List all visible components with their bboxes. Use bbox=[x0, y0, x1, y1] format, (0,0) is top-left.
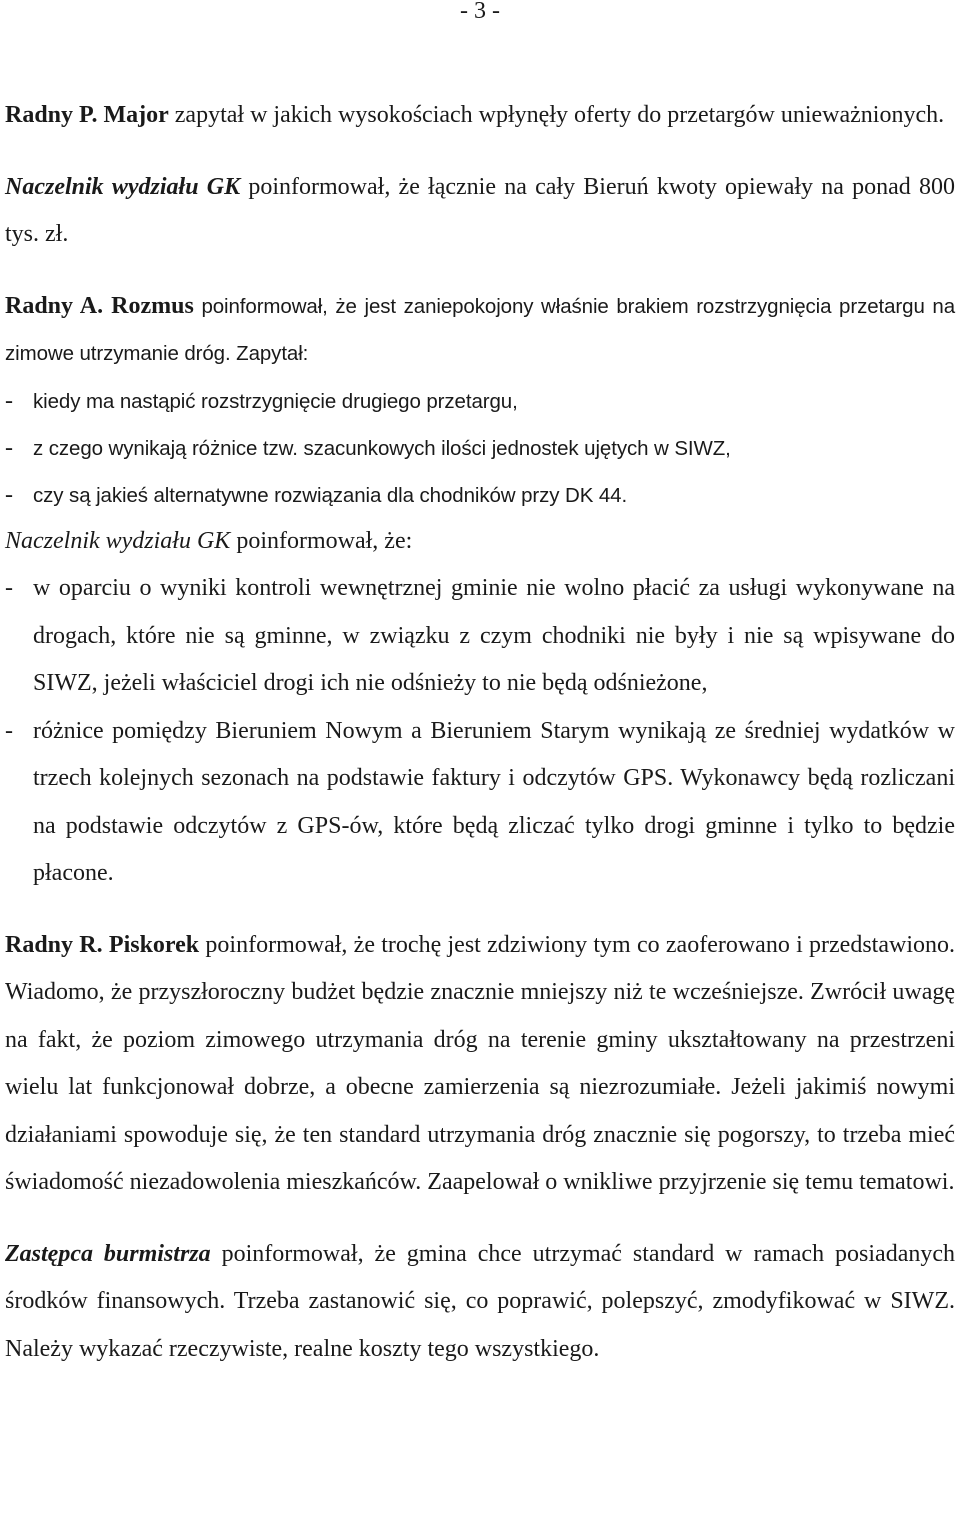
list-item-text: w oparciu o wyniki kontroli wewnętrznej gminie nie wolno płacić za usługi wykonywane na drogach, które nie są gminne, w związku z czym chodniki nie były i nie są wpisywane do SIWZ, jeżeli właściciel drogi ich nie odśnieży to nie będą odśnieżone, bbox=[33, 575, 955, 696]
paragraph-text: poinformował, że gmina chce utrzymać standard w ramach posiadanych środków finansowych. Trzeba zastanowić się, co poprawić, polepszyć, zmodyfikować w SIWZ. Należy wykazać rzeczywiste, realne koszty tego wszystkiego. bbox=[5, 1240, 956, 1362]
paragraph-text: poinformował, że łącznie na cały Bieruń kwoty opiewały na ponad 800 tys. zł. bbox=[5, 173, 955, 247]
list-item bbox=[5, 472, 955, 519]
speaker-name: Naczelnik wydziału GK bbox=[5, 527, 231, 554]
list-dash: - bbox=[5, 434, 13, 461]
list-item bbox=[5, 425, 955, 472]
list-item-text: czy są jakieś alternatywne rozwiązania dla chodników przy DK 44. bbox=[33, 483, 628, 507]
list-dash: - bbox=[5, 387, 13, 414]
paragraph-gk-intro bbox=[5, 518, 955, 566]
paragraph-text: zapytał w jakich wysokościach wpłynęły oferty do przetargów unieważnionych. bbox=[168, 102, 945, 128]
paragraph-major-question bbox=[5, 92, 955, 140]
list-item bbox=[5, 708, 955, 898]
speaker-name: Radny A. Rozmus bbox=[5, 292, 194, 319]
page-number: - 3 - bbox=[460, 0, 500, 24]
list-item-text: różnice pomiędzy Bieruniem Nowym a Bieruniem Starym wynikają ze średniej wydatków w trzech kolejnych sezonach na podstawie faktury i odczytów GPS. Wykonawcy będą rozliczani na podstawie odczytów z GPS-ów, które będą zliczać tylko drogi gminne i tylko to będzie płacone. bbox=[33, 717, 955, 886]
section-gk-answer-2 bbox=[5, 518, 955, 898]
speaker-name: Naczelnik wydziału GK bbox=[5, 173, 241, 200]
paragraph-piskorek bbox=[5, 922, 955, 1207]
paragraph-gk-answer-1 bbox=[5, 164, 955, 259]
list-dash: - bbox=[5, 481, 13, 508]
speaker-name: Radny R. Piskorek bbox=[5, 931, 200, 958]
paragraph-rozmus bbox=[5, 283, 955, 378]
paragraph-text: poinformował, że: bbox=[230, 527, 413, 554]
list-item bbox=[5, 565, 955, 708]
section-rozmus bbox=[5, 283, 955, 519]
list-item-text: kiedy ma nastąpić rozstrzygnięcie drugiego przetargu, bbox=[33, 389, 518, 413]
list-item-text: z czego wynikają różnice tzw. szacunkowych ilości jednostek ujętych w SIWZ, bbox=[33, 436, 731, 460]
paragraph-text: poinformował, że trochę jest zdziwiony tym co zaoferowano i przedstawiono. Wiadomo, że przyszłoroczny budżet będzie znacznie mniejszy niż te wcześniejsze. Zwrócił uwagę na fakt, że poziom zimowego utrzymania dróg na terenie gminy ukształtowany na przestrzeni wielu lat funkcjonował dobrze, a obecne zamierzenia są niezrozumiałe. Jeżeli jakimiś nowymi działaniami spowoduje się, że ten standard utrzymania dróg znacznie się pogorszy, to trzeba mieć świadomość niezadowolenia mieszkańców. Zaapelował o wnikliwe przyjrzenie się temu tematowi. bbox=[5, 931, 955, 1195]
list-item bbox=[5, 378, 955, 425]
speaker-name: Zastępca burmistrza bbox=[5, 1240, 211, 1267]
list-dash: - bbox=[5, 717, 13, 744]
paragraph-text: poinformował, że jest zaniepokojony właśnie brakiem rozstrzygnięcia przetargu na zimowe utrzymanie dróg. Zapytał: bbox=[5, 294, 955, 365]
speaker-name: Radny P. Major bbox=[5, 102, 169, 128]
document-body bbox=[5, 92, 955, 1373]
list-dash: - bbox=[5, 575, 13, 601]
paragraph-deputy-mayor bbox=[5, 1231, 955, 1374]
